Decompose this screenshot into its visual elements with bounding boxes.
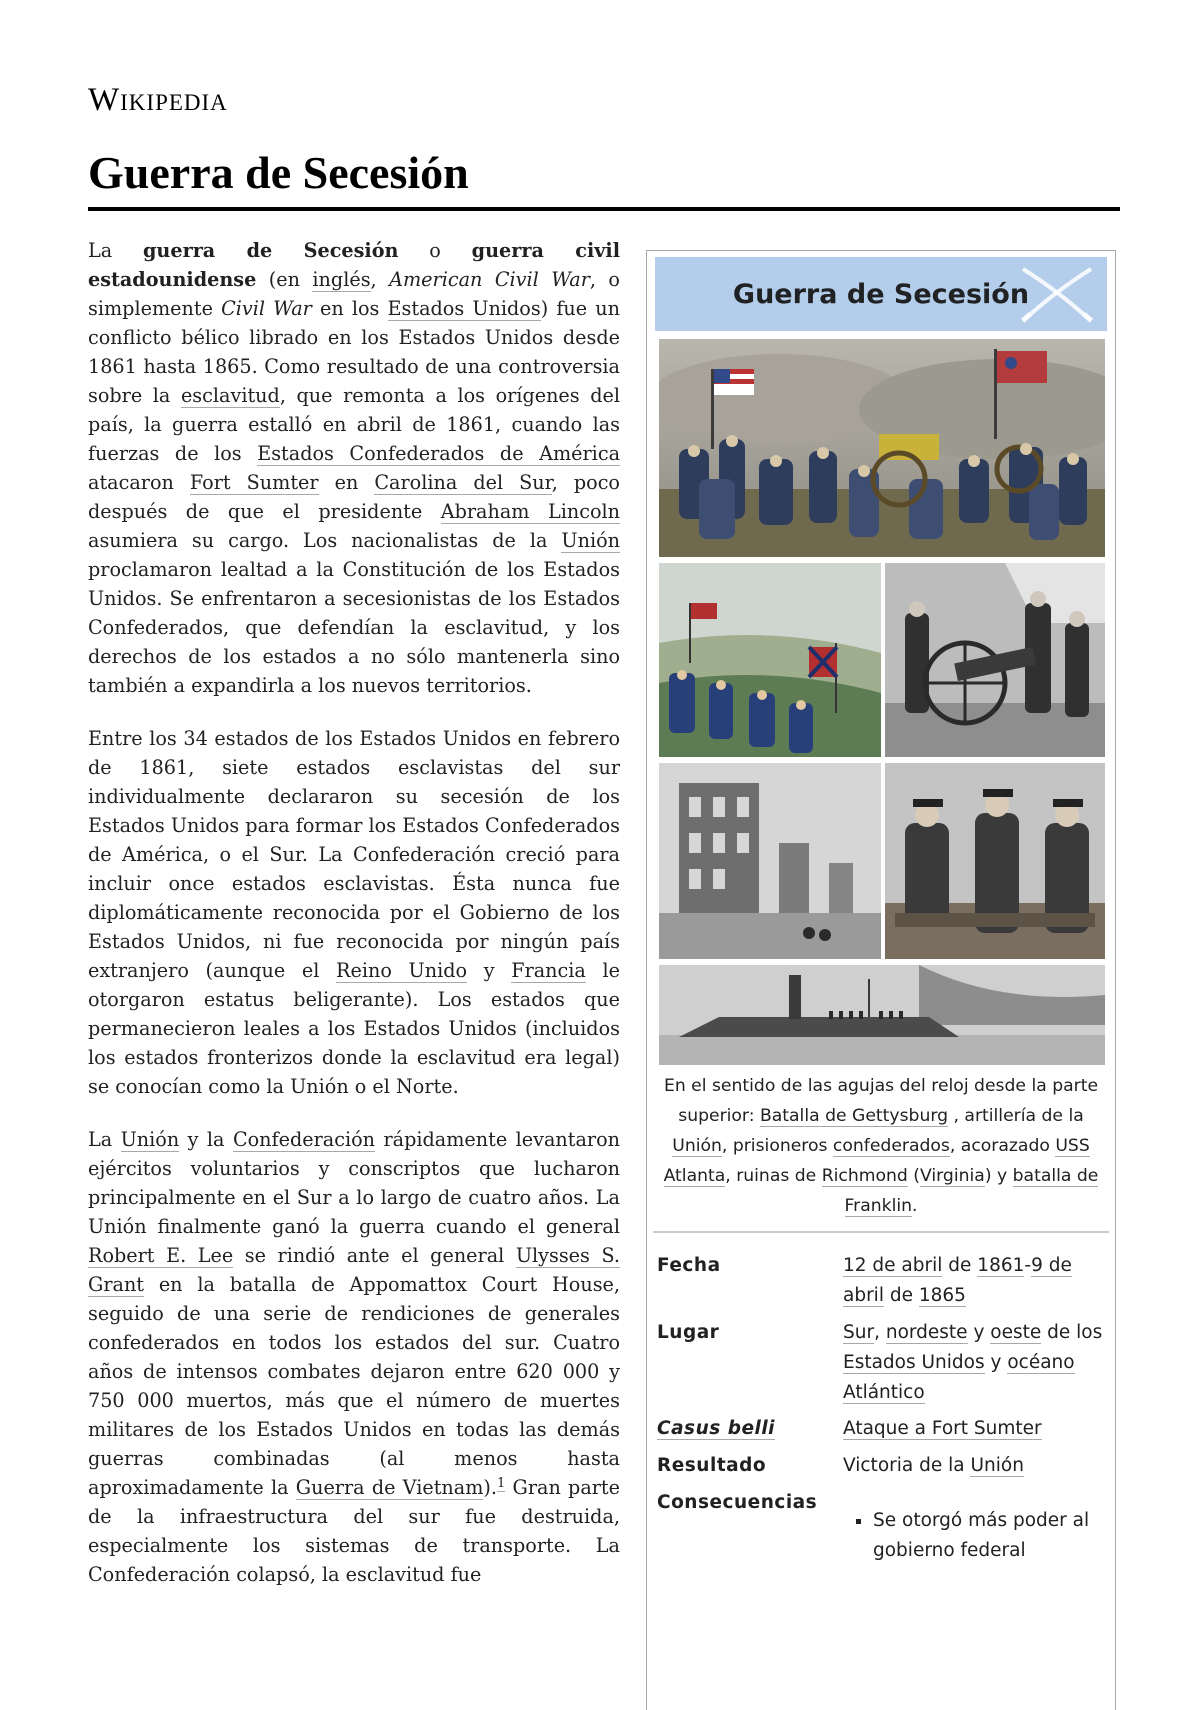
text: , prisioneros	[721, 1136, 833, 1156]
text: o	[398, 239, 472, 262]
link-oeste[interactable]: oeste	[990, 1322, 1042, 1343]
infobox-caption	[655, 1071, 1107, 1221]
text: le otorgaron estatus beligerante). Los estados que permanecieron leales a los Estados Unidos (incluidos los estados fronterizos donde la esclavitud era legal) se conocían como la Unión o el Norte.	[88, 959, 621, 1098]
infobox-separator	[653, 1231, 1109, 1233]
wikipedia-logo[interactable]: Wikipedia	[88, 82, 228, 118]
link-sur[interactable]: Sur	[843, 1322, 875, 1343]
link-resultado-union[interactable]: Unión	[970, 1455, 1024, 1476]
list-item: ▪ Se otorgó más poder al gobierno federal	[873, 1506, 1113, 1566]
paragraph-1	[88, 236, 620, 700]
text: , que remonta a los orígenes del país, la guerra estalló en abril de 1861, cuando las fuerzas de los	[88, 384, 620, 465]
battle-of-franklin-image[interactable]	[659, 563, 881, 757]
bold-term: guerra de Secesión	[143, 239, 399, 262]
link-12-abril[interactable]: 12 de abril	[843, 1255, 943, 1276]
link-virginia[interactable]: Virginia	[920, 1166, 985, 1186]
text: ,	[370, 268, 390, 291]
link-batalla-franklin[interactable]: batalla de Franklin	[844, 1166, 1099, 1216]
link-richmond[interactable]: Richmond	[821, 1166, 908, 1186]
article-body	[88, 236, 620, 1613]
value-resultado	[843, 1451, 1113, 1481]
link-abraham-lincoln[interactable]: Abraham Lincoln	[440, 500, 620, 523]
text: y	[467, 959, 512, 982]
link-confederados[interactable]: confederados	[832, 1136, 950, 1156]
link-uss-atlanta[interactable]: USS Atlanta	[663, 1136, 1090, 1186]
text: en	[318, 471, 375, 494]
text: , artillería de la	[948, 1106, 1084, 1126]
text: y	[967, 1322, 991, 1343]
link-robert-e-lee[interactable]: Robert E. Lee	[88, 1244, 234, 1267]
link-reino-unido[interactable]: Reino Unido	[336, 959, 468, 982]
text: (	[907, 1166, 921, 1186]
link-fort-sumter[interactable]: Fort Sumter	[189, 471, 319, 494]
uss-atlanta-image[interactable]	[659, 965, 1105, 1065]
text: de	[942, 1255, 978, 1276]
text: de	[883, 1285, 919, 1306]
link-1865[interactable]: 1865	[918, 1285, 966, 1306]
bold-term: guerra civil estadounidense	[88, 239, 620, 291]
text: ,	[874, 1322, 886, 1343]
infobox	[646, 250, 1116, 1710]
link-nordeste[interactable]: nordeste	[885, 1322, 968, 1343]
text: en la batalla de Appomattox Court House, seguido de una serie de rendiciones de generales confederados en todos los estados del sur. Cuatro años de intensos combates dejaron entre 620 000 y 750 000 muertos, más que el número de muertes militares de los Estados Unidos en todas las demás guerras combinadas (al menos hasta aproximadamente la	[88, 1273, 620, 1499]
link-caption-union[interactable]: Unión	[672, 1136, 722, 1156]
italic-term: American Civil War	[389, 268, 590, 291]
paragraph-2	[88, 724, 620, 1101]
confederate-prisoners-image[interactable]	[885, 763, 1105, 959]
link-esclavitud[interactable]: esclavitud	[180, 384, 280, 407]
paragraph-3	[88, 1125, 620, 1589]
text: Entre los 34 estados de los Estados Unidos en febrero de 1861, siete estados esclavistas del sur individualmente declararon su secesión de los Estados Unidos para formar los Estados Confederados de América, o el Sur. La Confederación creció para incluir once estados esclavistas. Ésta nunca fue diplomáticamente reconocida por el Gobierno de los Estados Unidos, ni fue reconocida por ningún país extranjero (aunque el	[88, 727, 620, 982]
page-title: Guerra de Secesión	[88, 147, 469, 198]
text: En el sentido de las agujas del reloj desde la parte superior:	[663, 1076, 1099, 1126]
link-estados-confederados[interactable]: Estados Confederados de América	[257, 442, 621, 465]
text: , o simplemente	[88, 268, 620, 320]
union-artillery-image[interactable]	[885, 563, 1105, 757]
richmond-ruins-image[interactable]	[659, 763, 881, 959]
text: La	[88, 239, 144, 262]
italic-term: Civil War	[221, 297, 312, 320]
title-divider	[88, 207, 1120, 211]
link-ataque-fort-sumter[interactable]: Ataque a Fort Sumter	[843, 1418, 1042, 1439]
text: -	[1024, 1255, 1032, 1276]
text: asumiera su cargo. Los nacionalistas de la	[88, 529, 562, 552]
text: Gran parte de la infraestructura del sur fue destruida, especialmente los sistemas de transporte. La Confederación colapsó, la esclavitud fue	[88, 1476, 620, 1586]
link-casus-belli[interactable]: Casus belli	[657, 1418, 776, 1439]
text: rápidamente levantaron ejércitos voluntarios y conscriptos que lucharon principalmente en el Sur a lo largo de cuatro años. La Unión finalmente ganó la guerra cuando el general	[88, 1128, 620, 1238]
label-resultado: Resultado	[657, 1455, 767, 1476]
text: atacaron	[88, 471, 190, 494]
text: , poco después de que el presidente	[88, 471, 620, 523]
value-consecuencias	[843, 1506, 1113, 1566]
text: ) y	[984, 1166, 1013, 1186]
text: .	[912, 1196, 918, 1216]
link-1861[interactable]: 1861	[977, 1255, 1025, 1276]
infobox-title: Guerra de Secesión	[732, 278, 1030, 310]
link-confederacion[interactable]: Confederación	[232, 1128, 376, 1151]
text: y	[984, 1352, 1008, 1373]
text: de los	[1041, 1322, 1103, 1343]
label-casus-belli[interactable]	[657, 1414, 837, 1444]
gettysburg-battle-image[interactable]	[659, 339, 1105, 557]
label-fecha: Fecha	[657, 1255, 721, 1276]
text: La	[88, 1128, 121, 1151]
text: Victoria de la	[843, 1455, 971, 1476]
link-ulysses-grant[interactable]: Ulysses S. Grant	[88, 1244, 621, 1296]
consecuencias-list	[843, 1506, 1113, 1566]
text: ) fue un conflicto bélico librado en los Estados Unidos desde 1861 hasta 1865. Como resultado de una controversia sobre la	[88, 297, 621, 407]
text: , ruinas de	[725, 1166, 822, 1186]
infobox-header	[655, 257, 1107, 331]
text: proclamaron lealtad a la Constitución de los Estados Unidos. Se enfrentaron a secesionistas de los Estados Confederados, que defendían la esclavitud, y los derechos de los estados a no sólo mantenerla sino también a expandirla a los nuevos territorios.	[88, 558, 620, 697]
link-guerra-vietnam[interactable]: Guerra de Vietnam	[295, 1476, 484, 1499]
link-union-2[interactable]: Unión	[120, 1128, 180, 1151]
value-lugar	[843, 1318, 1113, 1408]
text: , acorazado	[949, 1136, 1056, 1156]
text: ).	[483, 1476, 497, 1499]
label-consecuencias: Consecuencias	[657, 1492, 818, 1513]
link-oceano-atlantico[interactable]: océano Atlántico	[843, 1352, 1075, 1403]
reference-link[interactable]: 1	[497, 1475, 506, 1491]
link-ingles[interactable]: inglés	[312, 268, 371, 291]
link-francia[interactable]: Francia	[511, 959, 586, 982]
link-union[interactable]: Unión	[561, 529, 620, 552]
link-carolina-del-sur[interactable]: Carolina del Sur	[374, 471, 552, 494]
link-batalla-gettysburg[interactable]: Batalla de Gettysburg	[759, 1106, 949, 1126]
link-9-abril[interactable]: 9 de abril	[843, 1255, 1072, 1306]
text: y la	[179, 1128, 233, 1151]
text: se rindió ante el general	[233, 1244, 516, 1267]
text: en los	[311, 297, 388, 320]
label-lugar: Lugar	[657, 1322, 720, 1343]
value-casus-belli	[843, 1414, 1113, 1444]
link-estados-unidos[interactable]: Estados Unidos	[387, 297, 541, 320]
text: (en	[256, 268, 313, 291]
value-fecha	[843, 1251, 1113, 1311]
link-lugar-estados-unidos[interactable]: Estados Unidos	[843, 1352, 985, 1373]
